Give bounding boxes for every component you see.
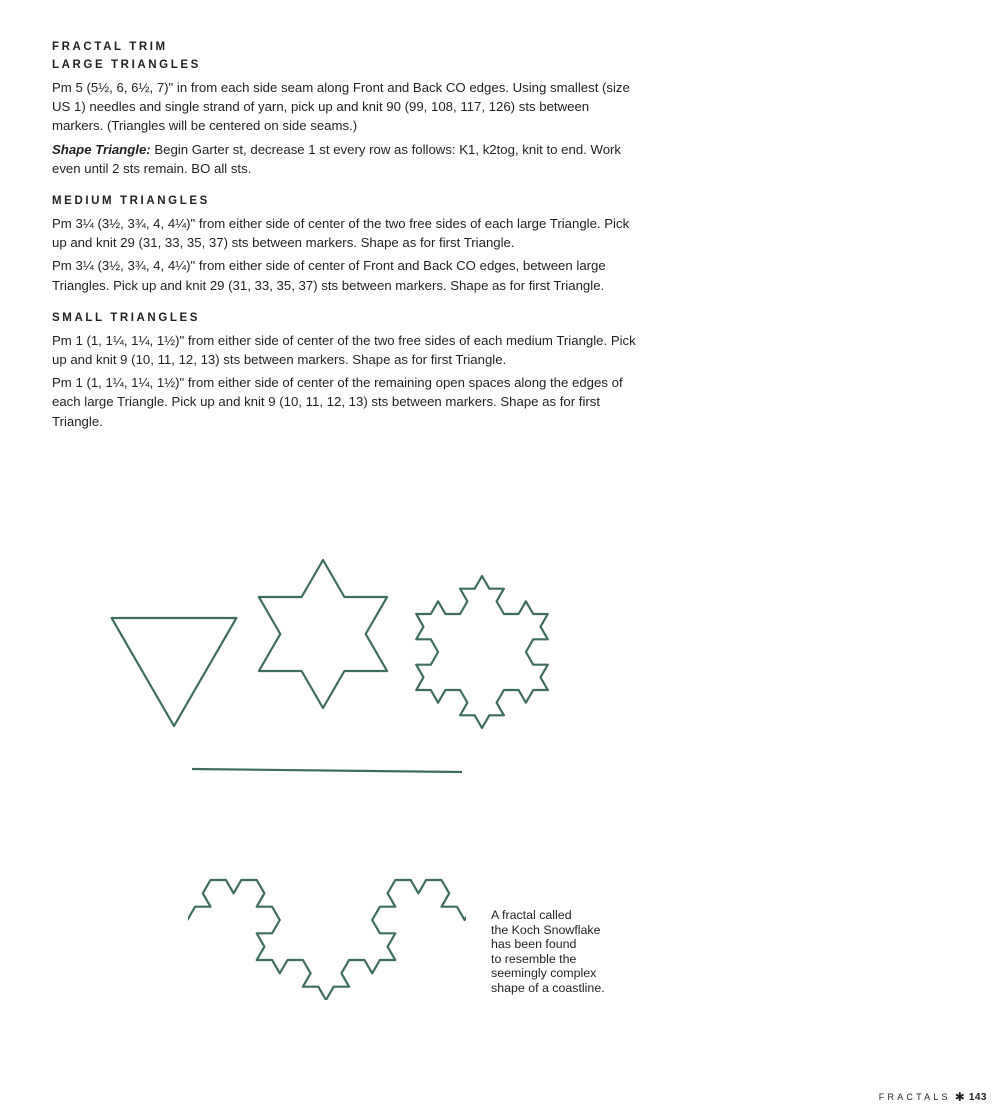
koch-stage-0-triangle — [112, 618, 237, 726]
figure-caption: A fractal called the Koch Snowflake has been found to resemble the seemingly complex shape of a coastline. — [491, 908, 605, 995]
koch-stage-3-snowflake-detail — [118, 520, 534, 1000]
large-triangles-paragraph: Pm 5 (5½, 6, 6½, 7)" in from each side seam along Front and Back CO edges. Using smallest (size US 1) needles and single strand of yarn, pick up and knit 90 (99, 108, 117, 126) sts between markers. (Triangles will be centered on side seams.) — [52, 80, 630, 134]
koch-detail-top-edge — [192, 769, 462, 772]
shape-triangle-lead: Shape Triangle: — [52, 141, 151, 157]
large-triangles-heading: LARGE TRIANGLES — [52, 59, 201, 71]
medium-triangles-paragraph-2: Pm 3¼ (3½, 3¾, 4, 4¼)" from either side of center of Front and Back CO edges, between large Triangles. Pick up and knit 29 (31, 33, 35, 37) sts between markers. Shape as for first Triangle. — [52, 258, 606, 293]
asterisk-icon: ✱ — [954, 1090, 965, 1104]
page-footer — [879, 1090, 987, 1104]
fractal-trim-heading: FRACTAL TRIM — [52, 41, 168, 53]
small-triangles-paragraph-2: Pm 1 (1, 1¼, 1¼, 1½)" from either side of center of the remaining open spaces along the edges of each large Triangle. Pick up and knit 9 (10, 11, 12, 13) sts between markers. Shape as for first Triangle. — [52, 375, 623, 429]
medium-triangles-heading: MEDIUM TRIANGLES — [52, 195, 210, 208]
page-number: 143 — [968, 1091, 987, 1103]
shape-triangle-text: Begin Garter st, decrease 1 st every row as follows: K1, k2tog, knit to end. Work even until 2 sts remain. BO all sts. — [52, 141, 622, 176]
medium-triangles-paragraph-1: Pm 3¼ (3½, 3¾, 4, 4¼)" from either side of center of the two free sides of each large Triangle. Pick up and knit 29 (31, 33, 35, 37) sts between markers. Shape as for first Triangle. — [52, 216, 630, 251]
koch-stage-1-star — [259, 560, 387, 708]
footer-section-title: FRACTALS — [878, 1092, 951, 1102]
small-triangles-paragraph-1: Pm 1 (1, 1¼, 1¼, 1½)" from either side of center of the two free sides of each medium Triangle. Pick up and knit 9 (10, 11, 12, 13) sts between markers. Shape as for first Triangle. — [52, 332, 636, 368]
koch-stage-2-snowflake — [416, 576, 548, 728]
small-triangles-heading: SMALL TRIANGLES — [52, 311, 201, 324]
